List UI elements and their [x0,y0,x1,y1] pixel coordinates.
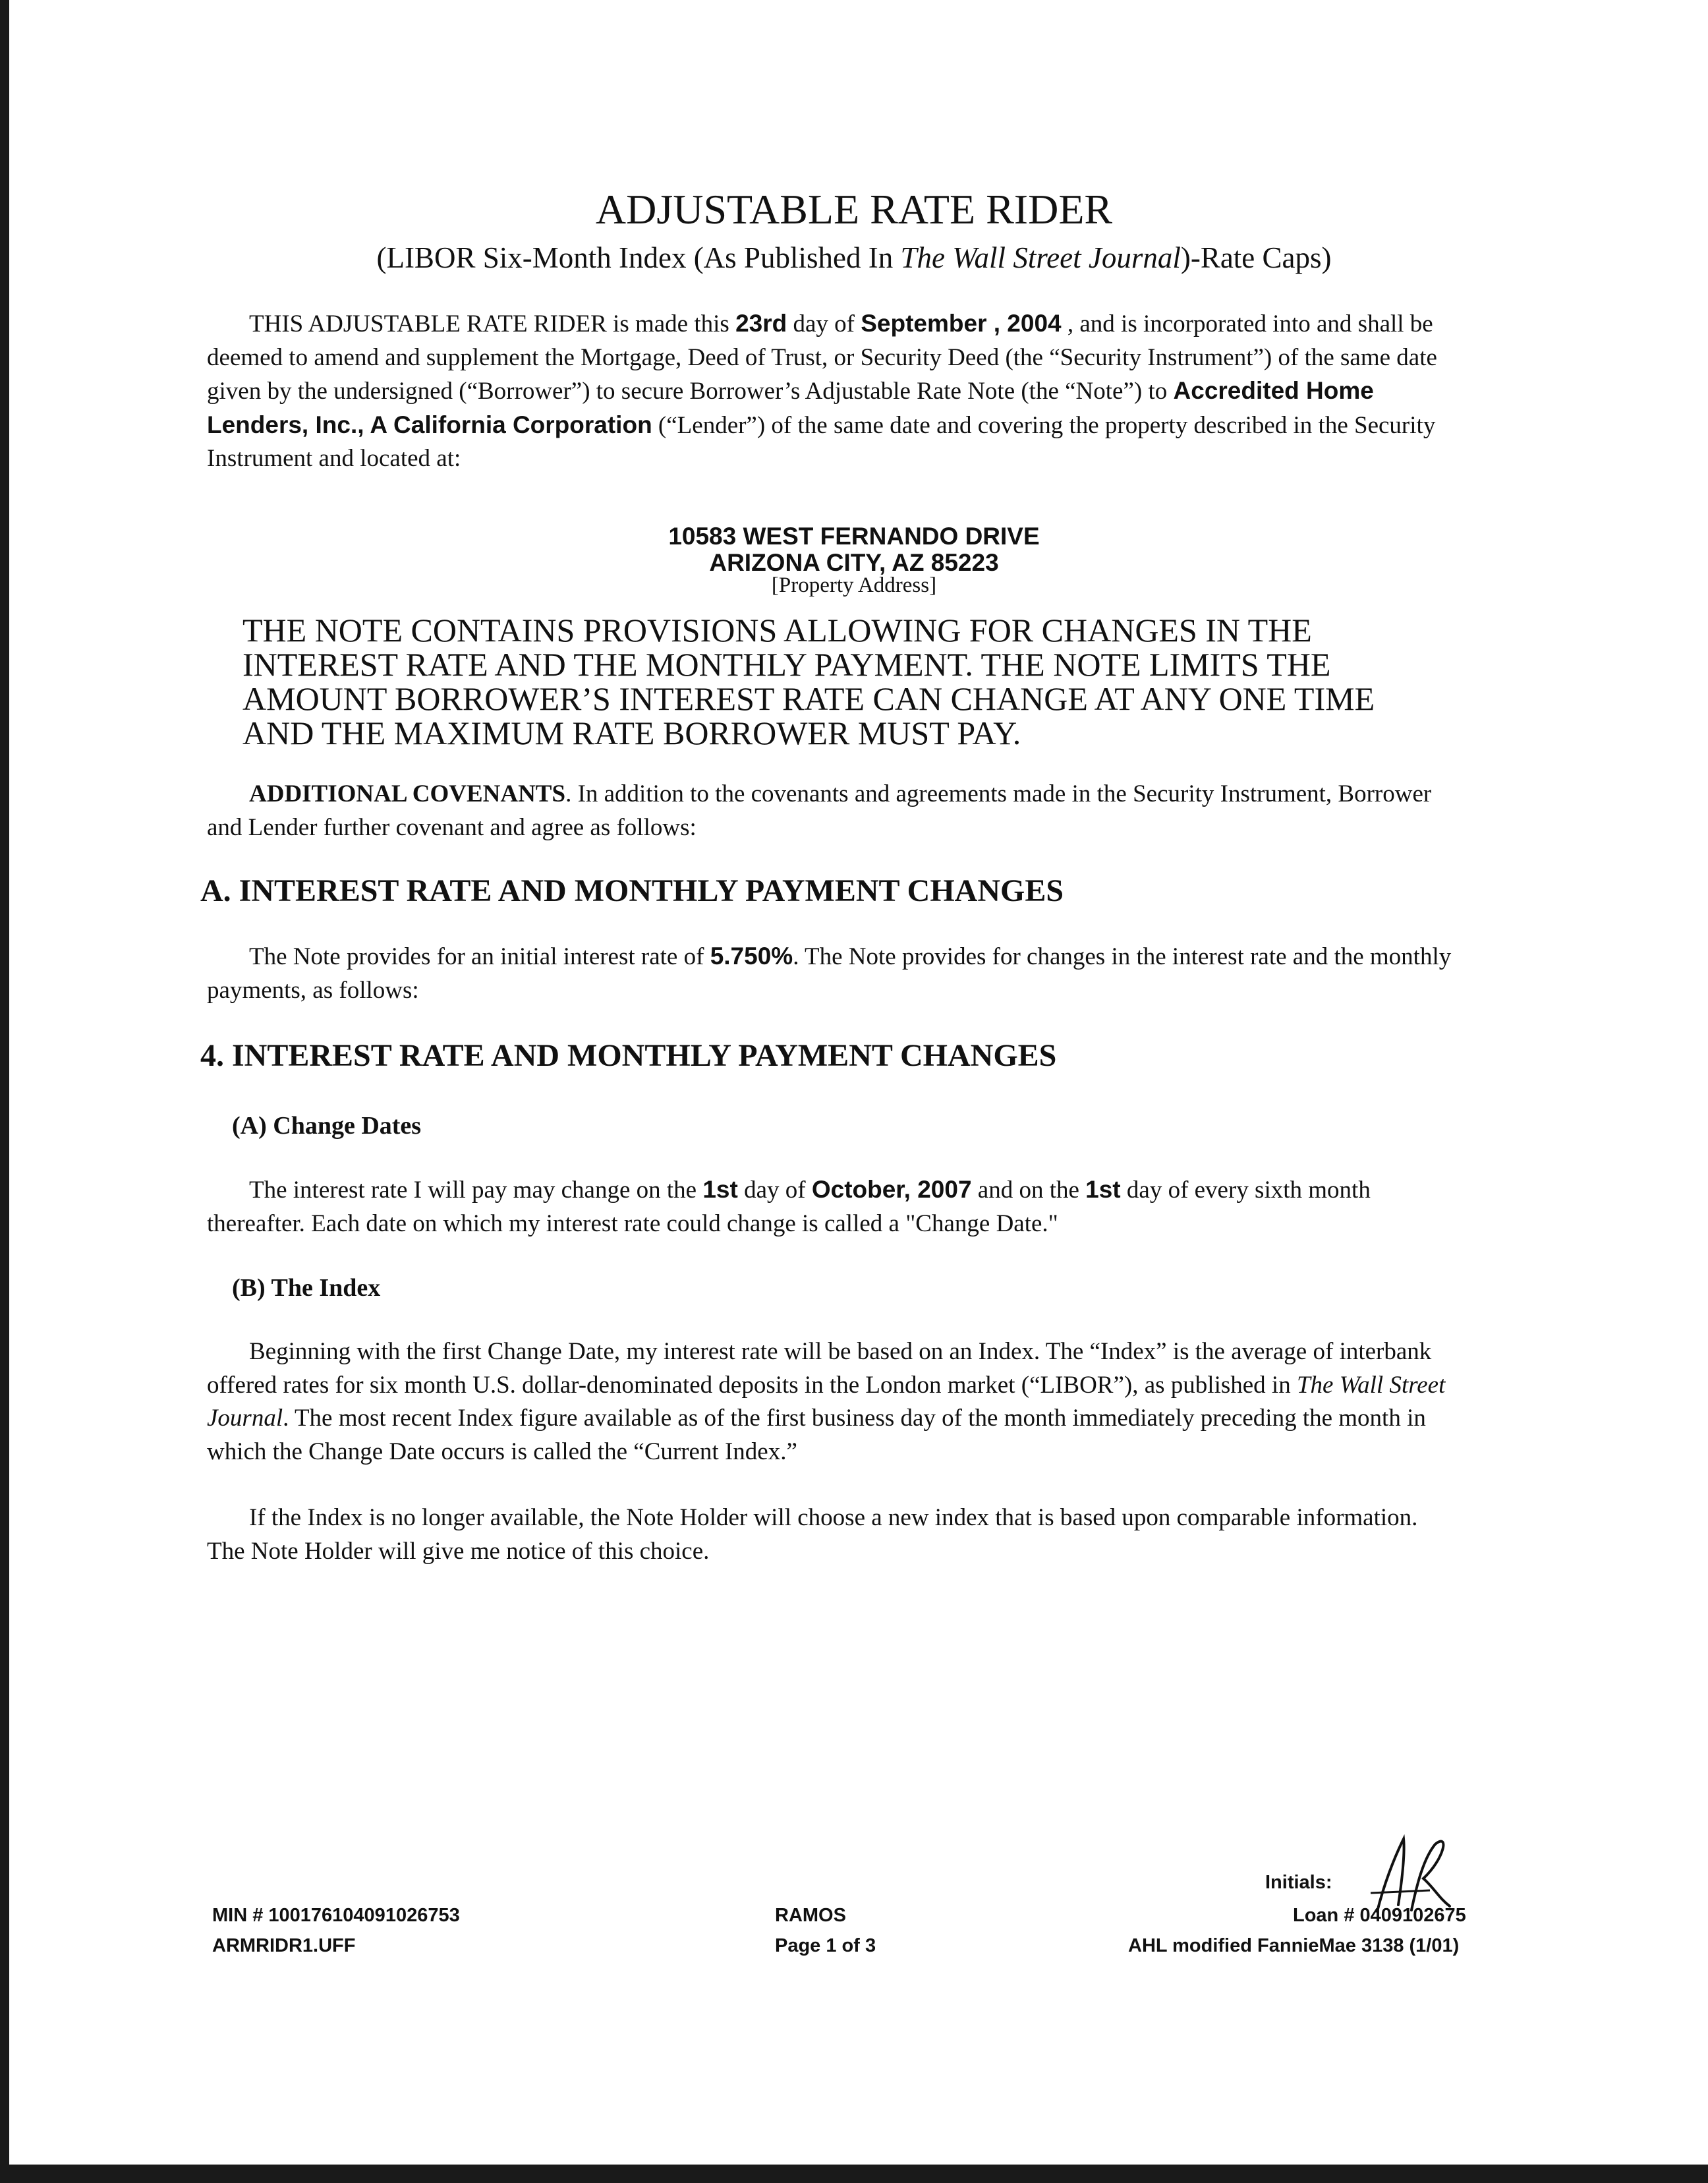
covenants-text: . In addition to the covenants and agreements made in the Security Instrument, Borrower and Lender further covenant and agree as follows: [207,780,1432,841]
scan-border-bottom [0,2165,1708,2183]
first-change-date: October, 2007 [811,1176,972,1203]
intro-text-1: THIS ADJUSTABLE RATE RIDER is made this [249,310,736,337]
index-text-1: Beginning with the first Change Date, my interest rate will be based on an Index. The “Index” is the average of interbank offered rates for six month U.S. dollar-denominated deposits in the London market (“LIBOR”), as published in [207,1338,1432,1399]
scan-border-left [0,0,9,2183]
index-text-2: . The most recent Index figure available as of the first business day of the month immediately preceding the month in which the Change Date occurs is called the “Current Index.” [207,1405,1426,1465]
document-subtitle [0,239,1708,277]
change-dates-text-3: and on the [971,1177,1086,1204]
initials-signature [1357,1832,1456,1918]
property-address-label: [Property Address] [771,573,937,597]
section-4-heading: 4. INTEREST RATE AND MONTHLY PAYMENT CHANGES [200,1038,1057,1073]
subtitle-post: )-Rate Caps) [1180,241,1332,274]
section-a-paragraph [207,940,1452,1007]
change-dates-paragraph [207,1173,1452,1240]
borrower-name: RAMOS [775,1905,846,1926]
index-paragraph-2: If the Index is no longer available, the Note Holder will choose a new index that is based upon comparable information. The Note Holder will give me notice of this choice. [207,1504,1418,1565]
change-day-1: 1st [702,1176,738,1203]
initial-interest-rate: 5.750% [710,943,793,970]
note-notice: THE NOTE CONTAINS PROVISIONS ALLOWING FOR CHANGES IN THE INTEREST RATE AND THE MONTHLY PAYMENT. THE NOTE LIMITS THE AMOUNT BORROWER’S INTEREST RATE CAN CHANGE AT ANY ONE TIME AND THE MAXIMUM RATE BORROWER MUST PAY. [242,612,1375,751]
initials-label: Initials: [1265,1872,1332,1893]
section-a-text-2: . The Note provides for changes in the interest rate and the monthly payments, as follows: [207,943,1452,1004]
lender-name: Accredited Home Lenders, Inc., A California Corporation [207,377,1374,438]
index-paragraph-1 [207,1335,1452,1469]
additional-covenants [207,778,1452,844]
section-a-text-1: The Note provides for an initial interest rate of [249,943,710,970]
min-number: MIN # 100176104091026753 [212,1905,460,1926]
subtitle-pre: (LIBOR Six-Month Index (As Published In [376,241,901,274]
rider-day: 23rd [735,310,787,337]
property-address-line1: 10583 WEST FERNANDO DRIVE [668,523,1040,550]
intro-text-4: (“Lender”) of the same date and covering the property described in the Security Instrument and located at: [207,411,1436,472]
intro-text-3: , and is incorporated into and shall be deemed to amend and supplement the Mortgage, Deed of Trust, or Security Deed (the “Security Instrument”) of the same date given by the undersigned (“Borrower”) to secure Borrower’s Adjustable Rate Note (the “Note”) to [207,310,1437,405]
change-dates-heading: (A) Change Dates [232,1112,422,1140]
intro-text-2: day of [787,310,861,337]
index-heading: (B) The Index [232,1274,381,1302]
change-dates-text-1: The interest rate I will pay may change on the [249,1177,703,1204]
property-address-line2: ARIZONA CITY, AZ 85223 [709,549,999,576]
change-day-2: 1st [1085,1176,1121,1203]
change-dates-text-2: day of [737,1177,812,1204]
form-id: ARMRIDR1.UFF [212,1935,356,1956]
page-number: Page 1 of 3 [775,1935,876,1956]
loan-number: Loan # 0409102675 [1293,1905,1466,1926]
covenants-label: ADDITIONAL COVENANTS [249,780,566,807]
change-dates-text-4: day of every sixth month thereafter. Each date on which my interest rate could change is called a "Change Date." [207,1177,1371,1237]
index-publication: The Wall Street Journal [207,1371,1446,1432]
document-title: ADJUSTABLE RATE RIDER [595,186,1113,233]
section-a-heading: A. INTEREST RATE AND MONTHLY PAYMENT CHANGES [200,873,1064,908]
form-modified: AHL modified FannieMae 3138 (1/01) [1128,1935,1460,1956]
intro-paragraph [207,307,1452,476]
rider-month-year: September , 2004 [861,310,1062,337]
subtitle-italic: The Wall Street Journal [900,241,1181,274]
